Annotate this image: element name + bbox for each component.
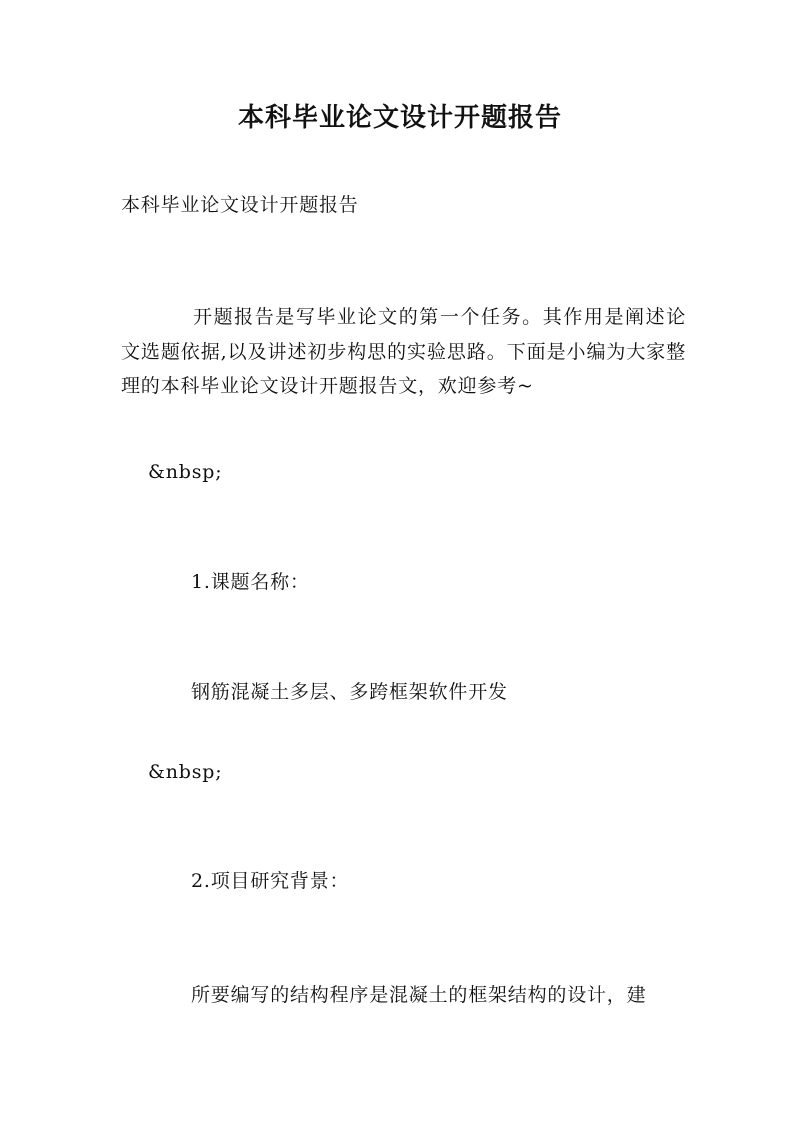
document-title: 本科毕业论文设计开题报告 bbox=[237, 103, 562, 133]
intro-paragraph: 开题报告是写毕业论文的第一个任务。其作用是阐述论文选题依据,以及讲述初步构思的实验思路。下面是小编为大家整理的本科毕业论文设计开题报告文，欢迎参考~ bbox=[121, 306, 686, 397]
topic-name-content: 钢筋混凝土多层、多跨框架软件开发 bbox=[191, 681, 508, 703]
spacer-text: &nbsp; bbox=[148, 461, 223, 483]
spacer-text: &nbsp; bbox=[148, 761, 223, 783]
section-heading-topic-name: 1.课题名称： bbox=[191, 571, 310, 593]
section-heading-research-background: 2.项目研究背景： bbox=[191, 870, 350, 892]
document-subtitle: 本科毕业论文设计开题报告 bbox=[121, 194, 359, 216]
research-background-content: 所要编写的结构程序是混凝土的框架结构的设计，建 bbox=[191, 984, 647, 1006]
